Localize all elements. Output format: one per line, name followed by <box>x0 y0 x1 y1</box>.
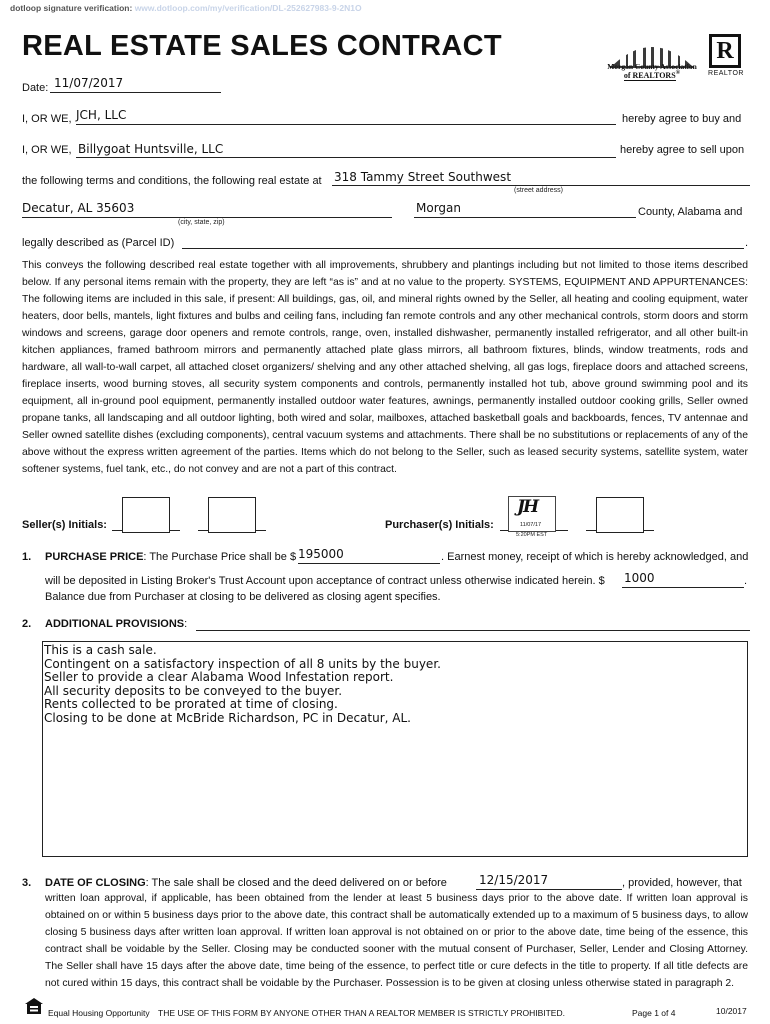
seller-initials-label: Seller(s) Initials: <box>22 519 107 531</box>
provision-line: All security deposits to be conveyed to the buyer. <box>44 683 343 698</box>
parcel-period: . <box>745 237 749 249</box>
seller-line <box>76 157 616 158</box>
seller-label: I, OR WE, <box>22 144 72 156</box>
property-intro: the following terms and conditions, the following real estate at <box>22 175 322 187</box>
earnest-money-field[interactable]: 1000 <box>624 571 655 585</box>
section1-line2: will be deposited in Listing Broker's Trust Account upon acceptance of contract unless otherwise indicated herein. $ <box>45 575 605 587</box>
price-line <box>298 563 440 564</box>
street-caption: (street address) <box>514 187 564 194</box>
section1-line1-end: . Earnest money, receipt of which is hereby acknowledged, and <box>441 551 749 563</box>
purchaser-initials-time: 5:20PM EST <box>516 532 548 538</box>
verification-link[interactable]: www.dotloop.com/my/verification/DL-252627983-9-2N1O <box>134 3 362 13</box>
association-name-line1: Morgan County Association <box>607 62 697 71</box>
buyer-line <box>76 124 616 125</box>
section3-number: 3. <box>22 877 32 889</box>
additional-provisions-text <box>44 644 441 726</box>
section2-heading: ADDITIONAL PROVISIONS <box>45 618 185 630</box>
closing-date-field[interactable]: 12/15/2017 <box>479 873 549 887</box>
verification-label: dotloop signature verification: <box>10 3 133 13</box>
section2-number: 2. <box>22 618 32 630</box>
seller-initials-box-2[interactable] <box>208 497 256 533</box>
buyer-name-field[interactable]: JCH, LLC <box>76 108 127 122</box>
parcel-label: legally described as (Parcel ID) <box>22 237 175 249</box>
form-version: 10/2017 <box>716 1006 747 1016</box>
earnest-line <box>622 587 744 588</box>
provision-line: Closing to be done at McBride Richardson, PC in Decatur, AL. <box>44 710 411 725</box>
provision-line: Rents collected to be prorated at time of closing. <box>44 697 338 712</box>
conveys-paragraph: This conveys the following described real estate together with all improvements, shrubbery and plantings including but not limited to those items described below. If any personal items remain with the property, they are left “as is” and at no value to the property. SYSTEMS, EQUIPMENT AND APPURTENANCES: The following items are included in this sale, if present: All buildings, gas, oil, and mineral rights owned by the Seller, all heating and cooling equipment, water heaters, door bells, mantels, light fixtures and bulbs and ceiling fans, including fan remote controls and any other mechanical controls, storm doors and storm windows and screens, garage door openers and remote controls, range, oven, installed dishwasher, permanently installed refrigerator, and all other built-in kitchen appliances, framed bathroom mirrors and permanently attached plate glass mirrors, all bathroom fixtures, blinds, window treatments, rods and hardware, all wall-to-wall carpet, all attached closet organizers/ shelving and any other attached shelving, all gas logs, fireplace doors and attached screens, fireplace inserts, wood burning stoves, all security system components and controls, permanently installed hot tub, above ground swimming pool and its equipment, all in-ground pool equipment, permanently installed outdoor water features, awnings, permanently installed outdoor cooking grills, Seller owned propane tanks, all landscaping and all outdoor lighting, both wired and solar, mailboxes, attached basketball goals and backboards, fences, TV antennae and Seller owned satellite dishes (excluding components), central vacuum systems and attachments. There shall be no substitutions or replacements of any of the above without the express written agreement of the parties. Items which do not belong to the Seller, such as leased security systems, satellite system, water softener systems, fuel tank, etc., do not convey and are not a part of this contract. <box>22 260 748 475</box>
section3-heading: DATE OF CLOSING <box>45 877 146 889</box>
equal-housing-text: Equal Housing Opportunity <box>48 1008 150 1018</box>
purchaser-initials-box-2[interactable] <box>596 497 644 533</box>
date-label: Date: <box>22 82 49 94</box>
page-number: Page 1 of 4 <box>632 1008 676 1018</box>
usage-notice: THE USE OF THIS FORM BY ANYONE OTHER THAN A REALTOR MEMBER IS STRICTLY PROHIBITED. <box>158 1008 565 1018</box>
section1-line1: PURCHASE PRICE: The Purchase Price shall be $ <box>45 551 297 563</box>
street-line <box>332 185 750 186</box>
earnest-period: . <box>744 575 748 587</box>
verification-banner <box>10 3 362 13</box>
section1-number: 1. <box>22 551 32 563</box>
association-logo <box>606 36 698 82</box>
county-field[interactable]: Morgan <box>416 201 461 215</box>
seller-name-field[interactable]: Billygoat Huntsville, LLC <box>78 142 224 156</box>
purchaser-initials-box-1[interactable] <box>508 496 556 532</box>
section3-paragraph: written loan approval, if applicable, has been obtained from the lender at least 5 business days prior to the above date. If written loan approval is obtained on or within 5 business days prior to the above date, this contract shall be automatically extended up to a maximum of 5 business days, to allow closing 5 business days after written loan approval. If written loan approval is not obtained on or prior to the above date, time being of the essence, this contract shall be voidable by the Seller. Closing may be conducted sooner with the mutual consent of Purchaser, Seller, Lender and Closing Attorney. The Seller shall have 15 days after the above date, time being of the essence, to perfect title or cure defects in the title to property. If all title defects are not cured within 15 days, this contract shall be voidable by the Purchaser. Possession is to be given at closing unless otherwise stated in paragraph 2. <box>45 893 748 990</box>
date-field[interactable]: 11/07/2017 <box>54 76 124 90</box>
city-caption: (city, state, zip) <box>178 219 225 226</box>
buyer-label: I, OR WE, <box>22 113 72 125</box>
section1-heading: PURCHASE PRICE <box>45 551 144 563</box>
section2-heading-wrap: ADDITIONAL PROVISIONS: <box>45 618 188 630</box>
city-line <box>22 217 392 218</box>
realtor-word: REALTOR <box>708 70 744 77</box>
section3-line1-end: , provided, however, that <box>622 877 742 889</box>
county-line <box>414 217 636 218</box>
realtor-r-icon: R <box>709 34 741 68</box>
section1-line3: Balance due from Purchaser at closing to be delivered as closing agent specifies. <box>45 591 441 603</box>
buyer-suffix: hereby agree to buy and <box>622 113 742 125</box>
county-suffix: County, Alabama and <box>638 206 743 218</box>
provision-line: Contingent on a satisfactory inspection of all 8 units by the buyer. <box>44 656 441 671</box>
purchase-price-field[interactable]: 195000 <box>298 547 344 561</box>
purchaser-initials-signature: JH <box>517 497 538 517</box>
parcel-line[interactable] <box>182 248 744 249</box>
purchaser-initials-label: Purchaser(s) Initials: <box>385 519 494 531</box>
additional-provisions-box[interactable] <box>42 641 748 857</box>
seller-initials-box-1[interactable] <box>122 497 170 533</box>
city-state-zip-field[interactable]: Decatur, AL 35603 <box>22 201 135 215</box>
association-name-line2: of REALTORS® <box>623 70 681 80</box>
provision-line: Seller to provide a clear Alabama Wood Infestation report. <box>44 670 394 685</box>
document-title: REAL ESTATE SALES CONTRACT <box>22 30 502 62</box>
street-address-field[interactable]: 318 Tammy Street Southwest <box>334 170 512 184</box>
section3-line1: DATE OF CLOSING: The sale shall be closed and the deed delivered on or before <box>45 877 447 889</box>
equal-housing-icon <box>24 997 44 1015</box>
seller-suffix: hereby agree to sell upon <box>620 144 745 156</box>
purchaser-initials-date: 11/07/17 <box>520 522 542 528</box>
provision-line: This is a cash sale. <box>44 643 157 657</box>
date-line <box>50 92 221 93</box>
realtor-logo <box>704 34 748 84</box>
provisions-heading-line <box>196 630 750 631</box>
